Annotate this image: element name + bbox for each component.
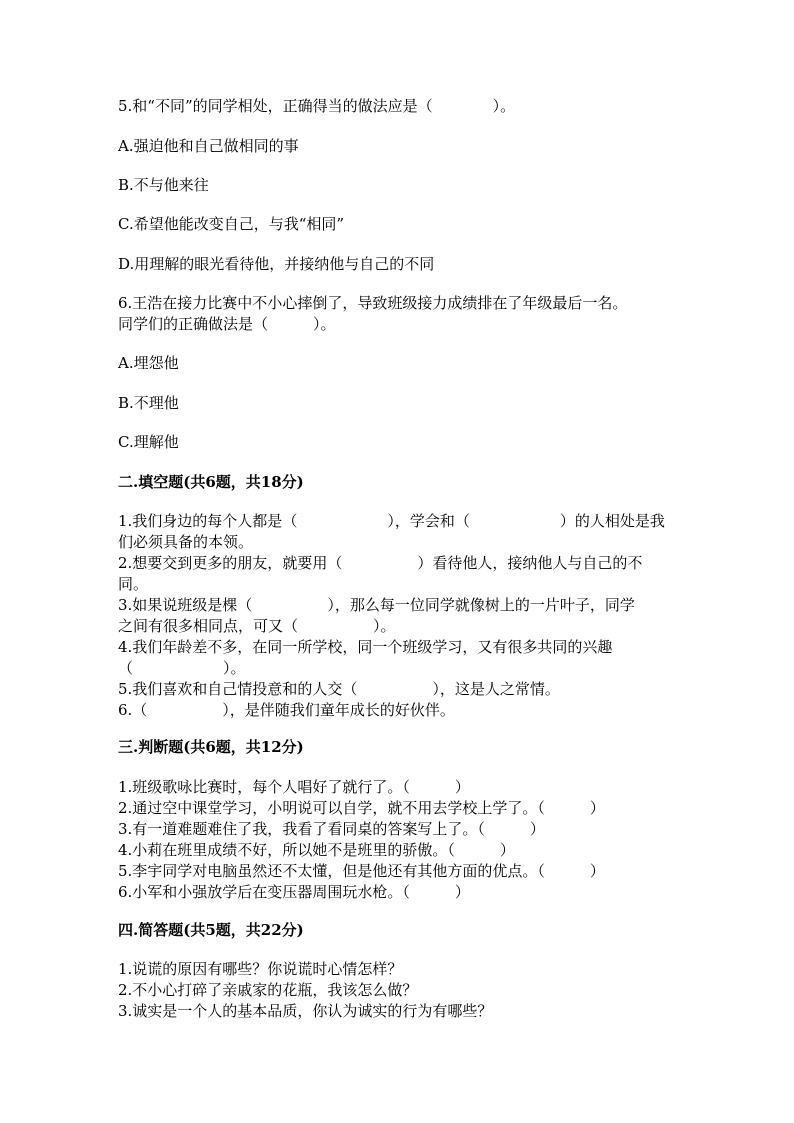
section2-line: 2.想要交到更多的朋友，就要用（ ）看待他人，接纳他人与自己的不 [118,554,643,572]
section2-line: 4.我们年龄差不多，在同一所学校，同一个班级学习，又有很多共同的兴趣 [118,638,613,656]
section2-line: 们必须具备的本领。 [118,533,254,551]
q6-option-a: A.埋怨他 [118,354,179,372]
section2-line: 之间有很多相同点，可又（ ）。 [118,617,396,635]
q5-option-b: B.不与他来往 [118,176,209,194]
q6-stem-line1: 6.王浩在接力比赛中不小心摔倒了，导致班级接力成绩排在了年级最后一名。 [118,294,628,312]
section3-line: 4.小莉在班里成绩不好，所以她不是班里的骄傲。（ ） [118,841,515,859]
section3-line: 1.班级歌咏比赛时，每个人唱好了就行了。（ ） [118,778,470,796]
section2-line: 6.（ ），是伴随我们童年成长的好伙伴。 [118,701,455,719]
q6-stem-line2: 同学们的正确做法是（ ）。 [118,315,336,333]
section4-line: 2.不小心打碎了亲戚家的花瓶，我该怎么做？ [118,981,418,999]
section3-line: 6.小军和小强放学后在变压器周围玩水枪。（ ） [118,883,470,901]
section3-line: 5.李宇同学对电脑虽然还不太懂，但是他还有其他方面的优点。（ ） [118,862,605,880]
q6-option-b: B.不理他 [118,394,179,412]
section4-line: 1.说谎的原因有哪些？你说谎时心情怎样？ [118,960,403,978]
section3-line: 3.有一道难题难住了我，我看了看同桌的答案写上了。（ ） [118,820,545,838]
section3-heading: 三.判断题(共6题，共12分) [118,738,304,756]
section2-line: 5.我们喜欢和自己情投意和的人交（ ），这是人之常情。 [118,680,560,698]
section2-line: （ ）。 [118,659,246,677]
section4-line: 3.诚实是一个人的基本品质，你认为诚实的行为有哪些？ [118,1002,493,1020]
q5-option-d: D.用理解的眼光看待他，并接纳他与自己的不同 [118,255,435,273]
q6-option-c: C.理解他 [118,433,179,451]
q5-option-a: A.强迫他和自己做相同的事 [118,137,299,155]
section2-heading: 二.填空题(共6题，共18分) [118,473,304,491]
q5-stem: 5.和“不同”的同学相处，正确得当的做法应是（ ）。 [118,97,516,115]
section4-heading: 四.简答题(共5题，共22分) [118,921,304,939]
section2-line: 1.我们身边的每个人都是（ ），学会和（ ）的人相处是我 [118,512,665,530]
q5-option-c: C.希望他能改变自己，与我“相同” [118,215,345,233]
section2-line: 同。 [118,575,149,593]
section2-line: 3.如果说班级是棵（ ），那么每一位同学就像树上的一片叶子，同学 [118,596,635,614]
section3-line: 2.通过空中课堂学习，小明说可以自学，就不用去学校上学了。（ ） [118,799,605,817]
